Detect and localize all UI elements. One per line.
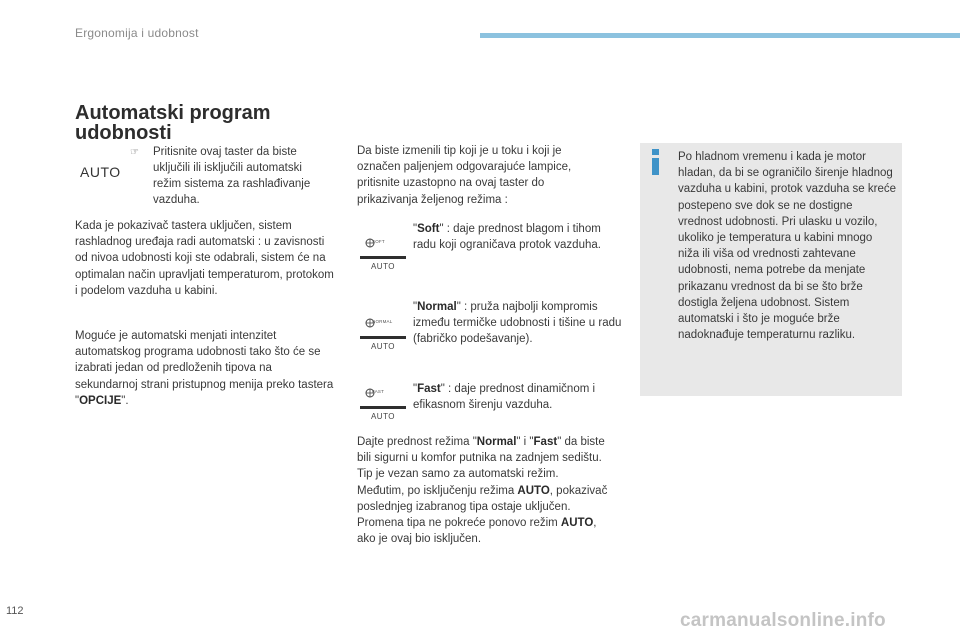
left-paragraph-1: Kada je pokazivač tastera uključen, sistem rashladnog uređaja radi automatski : u zavisnosti od nivoa udobnosti koji ste odabrali, sistem će na optimalan način upravljati temperaturom, protokom i podelom vazduha u kabini. bbox=[75, 220, 334, 297]
info-text: Po hladnom vremenu i kada je motor hladan, da bi se ograničilo širenje hladnog vazduha u kabini, protok vazduha se kreće postepeno sve dok se ne dostigne vrednost udobnosti. Pri ulasku u vozilo, ukoliko je temperatura u kabini mnogo niža ili viša od vrednosti zahtevane udobnosti, nema potrebe da menjate prikazanu vrednost da bi se što brže dostigla željena udobnost. Sistem automatski i što je moguće brže nadoknađuje temperaturnu razliku. bbox=[678, 151, 896, 342]
soft-mode-name: Soft bbox=[417, 223, 440, 235]
press-bullet-icon: ☞ bbox=[130, 147, 139, 158]
fast-mode-icon bbox=[360, 382, 406, 426]
normal-mode-name: Normal bbox=[417, 301, 457, 313]
mode-intro: Da biste izmenili tip koji je u toku i koji je označen paljenjem odgovarajuće lampice, pritisnite uzastopno na ovaj taster do prikazivanja željenog režima : bbox=[357, 145, 572, 206]
indicator-bar bbox=[360, 256, 406, 259]
fast-auto-label: AUTO bbox=[370, 412, 396, 421]
normal-mode-description: "Normal" : pruža najbolji kompromis između termičke udobnosti i tišine u radu (fabričko podešavanje). bbox=[413, 301, 622, 346]
normal-tag: NORMAL bbox=[372, 319, 393, 324]
indicator-bar bbox=[360, 406, 406, 409]
soft-mode-description: "Soft" : daje prednost blagom i tihom radu koji ograničava protok vazduha. bbox=[413, 223, 601, 252]
bottom-paragraph-2: Tip je vezan samo za automatski režim. bbox=[357, 468, 559, 481]
soft-mode-icon bbox=[360, 232, 406, 276]
soft-auto-label: AUTO bbox=[370, 262, 396, 271]
fast-mode-name: Fast bbox=[417, 383, 441, 395]
opcije-keyword: OPCIJE bbox=[79, 394, 122, 407]
page-title-line2: udobnosti bbox=[75, 122, 172, 144]
bottom-paragraph-1: Dajte prednost režima "Normal" i "Fast" da biste bili sigurni u komfor putnika na zadnjem sedištu. bbox=[357, 436, 605, 465]
auto-instruction-text: Pritisnite ovaj taster da biste uključili ili isključili automatski režim sistema za rashlađivanje vazduha. bbox=[153, 146, 311, 206]
bottom-paragraph-4: Promena tipa ne pokreće ponovo režim AUTO, ako je ovaj bio isključen. bbox=[357, 517, 597, 546]
bottom-paragraph-3: Međutim, po isključenju režima AUTO, pokazivač poslednjeg izabranog tipa ostaje uključen. bbox=[357, 484, 608, 513]
page-title bbox=[75, 103, 345, 143]
watermark: carmanualsonline.info bbox=[680, 610, 886, 631]
auto-button-label: AUTO bbox=[80, 164, 121, 180]
fast-tag: FAST bbox=[372, 389, 385, 394]
normal-auto-label: AUTO bbox=[370, 342, 396, 351]
left-paragraph-2: Moguće je automatski menjati intenzitet automatskog programa udobnosti tako što će se izabrati jedan od predloženih tipova na sekundarnoj strani pristupnog menija preko tastera "OPCIJE". bbox=[75, 330, 334, 407]
bottom-paragraph bbox=[357, 434, 612, 547]
page-title-line1: Automatski program bbox=[75, 102, 271, 124]
section-header: Ergonomija i udobnost bbox=[75, 26, 199, 40]
indicator-bar bbox=[360, 336, 406, 339]
normal-mode-icon bbox=[360, 312, 406, 356]
info-icon bbox=[648, 148, 664, 176]
fast-mode-description: "Fast" : daje prednost dinamičnom i efikasnom širenju vazduha. bbox=[413, 383, 596, 412]
page-number: 112 bbox=[6, 605, 24, 617]
header-accent-bar bbox=[480, 33, 960, 38]
soft-tag: SOFT bbox=[372, 239, 385, 244]
